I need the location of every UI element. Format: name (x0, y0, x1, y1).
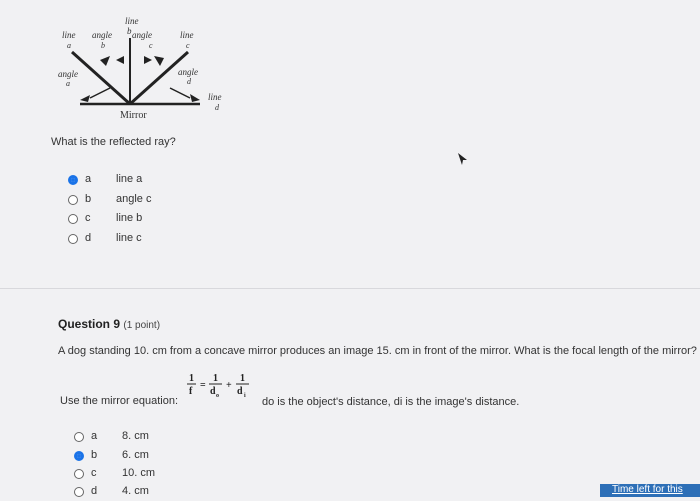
arrow-head-a (100, 56, 110, 66)
diagram-label-angle-d-letter: d (187, 77, 191, 86)
diagram-label-angle-d-word: angle (178, 67, 198, 77)
eq-d-i: d (237, 386, 243, 397)
q8-option-d-radio[interactable] (68, 234, 78, 244)
mirror-label: Mirror (120, 110, 147, 121)
diagram-label-line-a-word: line (62, 30, 76, 40)
q8-option-d-text: line c (116, 232, 142, 244)
diagram-label-angle-c-word: angle (132, 30, 152, 40)
arrow-head-angle-b (116, 56, 124, 64)
diagram-label-angle-b-word: angle (92, 30, 112, 40)
q9-option-b-letter: b (91, 449, 98, 461)
q8-option-d[interactable] (68, 232, 188, 248)
diagram-label-angle-a-word: angle (58, 69, 78, 79)
q8-option-b[interactable] (68, 193, 188, 209)
q8-option-b-radio[interactable] (68, 195, 78, 205)
q8-option-a-radio[interactable] (68, 175, 78, 185)
diagram-label-line-a-letter: a (67, 41, 71, 50)
q9-option-d-radio[interactable] (74, 487, 84, 497)
question9-text: A dog standing 10. cm from a concave mirror produces an image 15. cm in front of the mirror. What is the focal length of the mirror? (58, 345, 697, 357)
diagram-label-line-c-word: line (180, 30, 194, 40)
q9-option-d-text: 4. cm (122, 485, 149, 497)
diagram-label-line-d-letter: d (215, 103, 219, 112)
q9-option-a[interactable] (74, 430, 194, 446)
q8-option-c-text: line b (116, 212, 143, 224)
q9-option-c-text: 10. cm (122, 467, 156, 479)
diagram-label-b-top: b (127, 26, 132, 36)
question9-points: (1 point) (123, 320, 161, 331)
q9-option-a-radio[interactable] (74, 432, 84, 442)
question9-title-text: Question 9 (58, 317, 121, 331)
question8-text: What is the reflected ray? (51, 136, 176, 148)
eq-o-sub: o (216, 393, 219, 399)
q8-option-a-text: line a (116, 173, 143, 185)
arrow-head-angle-a (80, 95, 90, 102)
q9-option-d[interactable] (74, 485, 194, 501)
q9-option-c[interactable] (74, 467, 194, 483)
q8-option-c[interactable] (68, 212, 188, 228)
arrow-head-angle-c (144, 56, 152, 64)
diagram-label-angle-a-letter: a (66, 79, 70, 88)
q9-option-b-radio[interactable] (74, 451, 84, 461)
mouse-cursor-icon (455, 152, 469, 166)
q8-option-a-letter: a (85, 173, 92, 185)
q8-option-c-letter: c (85, 212, 91, 224)
q8-option-a[interactable] (68, 173, 188, 189)
eq-d-o: d (210, 386, 216, 397)
q8-option-b-letter: b (85, 193, 92, 205)
q9-option-d-letter: d (91, 485, 98, 497)
q9-option-b-text: 6. cm (122, 449, 149, 461)
equation-prompt: Use the mirror equation: (60, 395, 178, 407)
eq-equals: = (200, 380, 206, 391)
time-left-label[interactable]: Time left for this (612, 484, 683, 495)
equation-note: do is the object's distance, di is the image's distance. (262, 396, 520, 408)
diagram-label-angle-c-letter: c (149, 41, 153, 50)
eq-f: f (189, 386, 193, 397)
q9-option-c-radio[interactable] (74, 469, 84, 479)
diagram-label-angle-b-letter: b (101, 41, 105, 50)
arrow-head-c (154, 56, 164, 66)
eq-one-b: 1 (213, 373, 218, 384)
diagram-label-line-c-letter: c (186, 41, 190, 50)
eq-one-c: 1 (240, 373, 245, 384)
eq-i-sub: i (244, 393, 246, 399)
q8-option-c-radio[interactable] (68, 214, 78, 224)
eq-plus: + (226, 380, 232, 391)
eq-one-a: 1 (189, 373, 194, 384)
reflection-diagram (50, 12, 240, 127)
q9-option-b[interactable] (74, 449, 194, 465)
question9-title (58, 317, 160, 331)
question-divider (0, 288, 700, 289)
arrow-head-angle-d (190, 94, 200, 102)
diagram-label-line-d-word: line (208, 92, 222, 102)
time-left-banner[interactable] (600, 484, 700, 497)
q9-option-a-text: 8. cm (122, 430, 149, 442)
q8-option-d-letter: d (85, 232, 92, 244)
q9-option-a-letter: a (91, 430, 98, 442)
q8-option-b-text: angle c (116, 193, 152, 205)
q9-option-c-letter: c (91, 467, 97, 479)
mirror-equation (186, 370, 256, 400)
diagram-label-line-top: line (125, 16, 139, 26)
